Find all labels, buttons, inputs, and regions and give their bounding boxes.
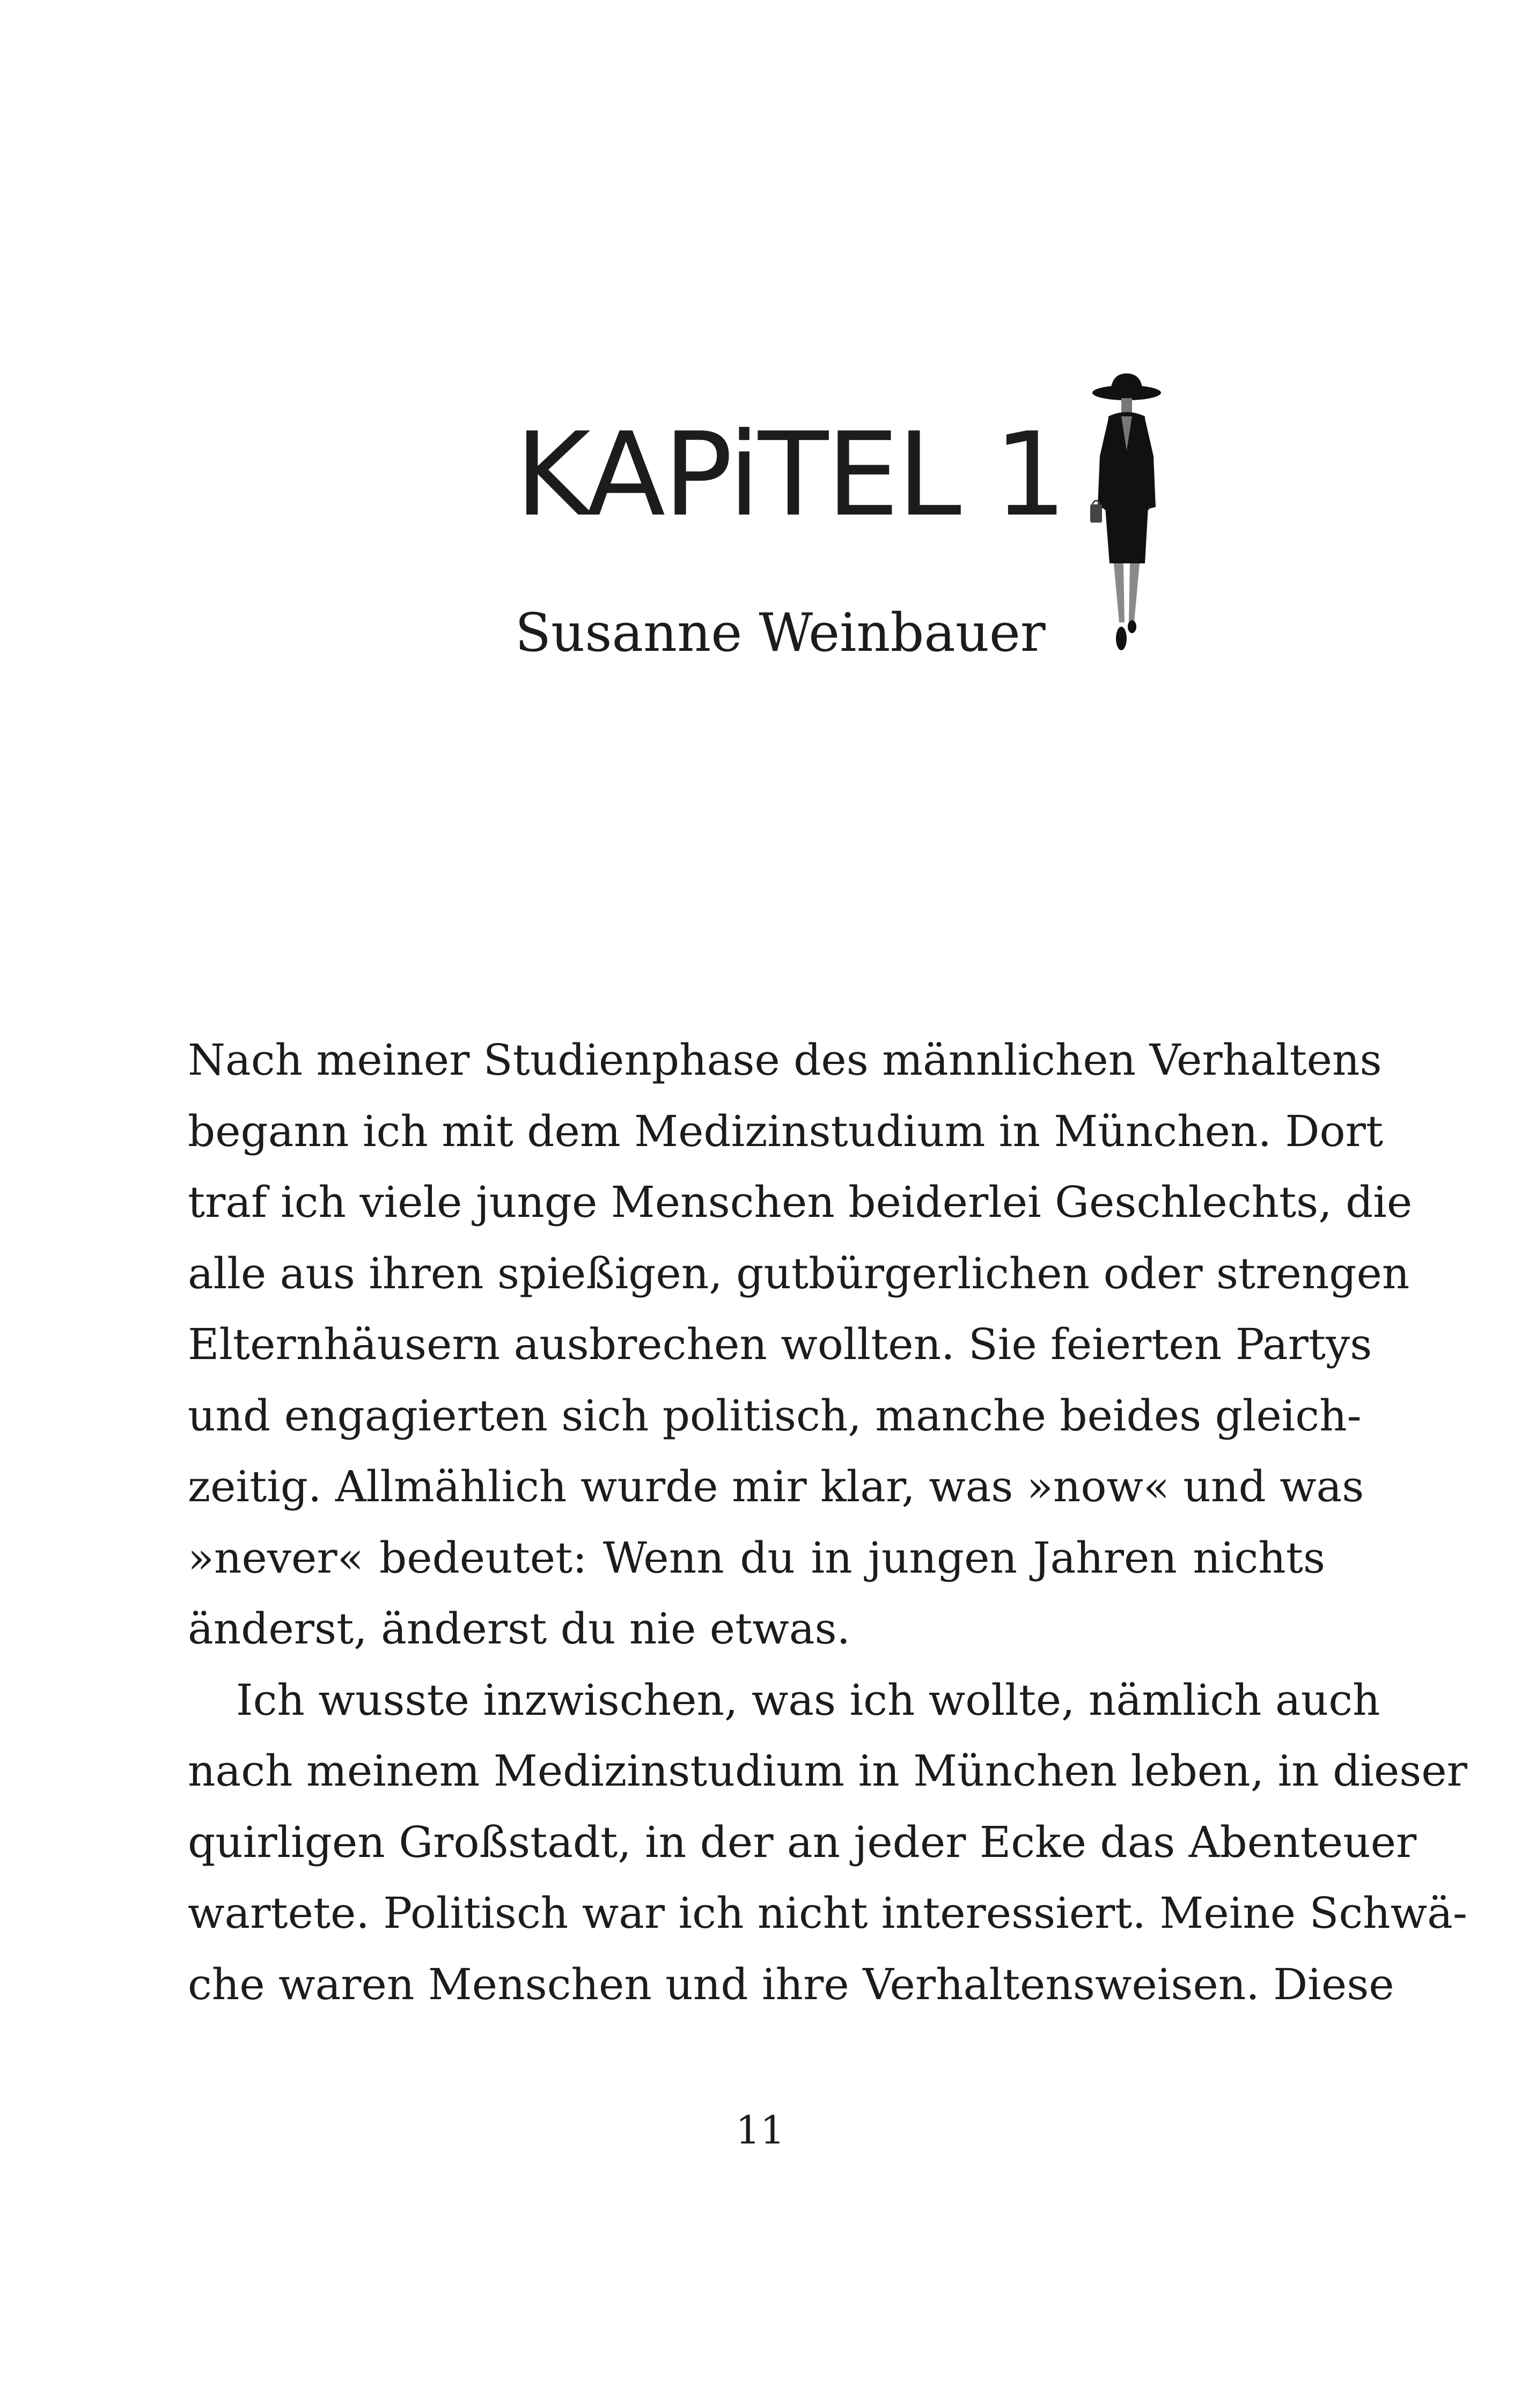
text-line: che waren Menschen und ihre Verhaltensweisen. Diese: [188, 1959, 1394, 2009]
body-text: [188, 1025, 1467, 2020]
text-line: Nach meiner Studienphase des männlichen Verhaltens: [188, 1035, 1382, 1085]
author-name: Susanne Weinbauer: [515, 603, 1046, 664]
text-line: alle aus ihren spießigen, gutbürgerlichen oder strengen: [188, 1248, 1410, 1298]
text-line: zeitig. Allmählich wurde mir klar, was »now« und was: [188, 1462, 1364, 1511]
text-line: traf ich viele junge Menschen beiderlei Geschlechts, die: [188, 1177, 1413, 1227]
text-line: »never« bedeutet: Wenn du in jungen Jahren nichts: [188, 1532, 1325, 1583]
text-line: nach meinem Medizinstudium in München leben, in dieser: [188, 1746, 1467, 1796]
text-line: Ich wusste inzwischen, was ich wollte, nämlich auch: [236, 1675, 1380, 1725]
text-line: und engagierten sich politisch, manche beides gleich-: [188, 1390, 1362, 1441]
page-number: 11: [736, 2108, 785, 2153]
text-line: quirligen Großstadt, in der an jeder Ecke das Abenteuer: [188, 1817, 1417, 1867]
woman-in-black-dress-with-hat-icon: [1078, 370, 1175, 660]
text-line: wartete. Politisch war ich nicht interessiert. Meine Schwä-: [188, 1888, 1467, 1938]
text-line: Elternhäusern ausbrechen wollten. Sie feierten Partys: [188, 1319, 1372, 1369]
text-line: begann ich mit dem Medizinstudium in München. Dort: [188, 1106, 1384, 1156]
text-line: änderst, änderst du nie etwas.: [188, 1604, 850, 1654]
chapter-title: KAPiTEL 1: [515, 407, 1066, 542]
